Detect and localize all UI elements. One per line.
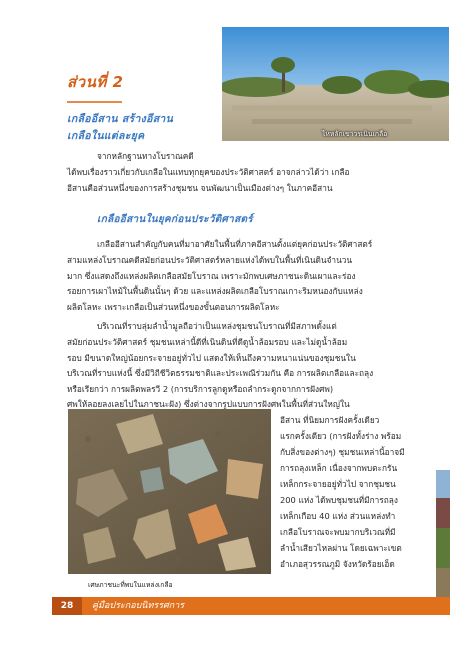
paragraph-line: เหล็กกระจายอยู่ทั่วไป จากชุมชน [280,479,396,489]
paragraph-line: มาก ซึ่งแสดงถึงแหล่งผลิตเกลือสมัยโบราณ เพราะมักพบเศษภาชนะดินเผาและร่อง [67,271,356,281]
paragraph-line: แรกครั้งเดียว (การฝังทั้งร่าง พร้อม [280,431,402,441]
intro-line: ได้พบเรื่องราวเกี่ยวกับเกลือในแทบทุกยุคของประวัติศาสตร์ อาจกล่าวได้ว่า เกลือ [67,167,350,177]
footer-title: คู่มือประกอบนิทรรศการ [92,601,185,611]
intro-line: จากหลักฐานทางโบราณคดี [97,151,194,161]
paragraph-line: กับสิ่งของต่างๆ) ชุมชนเหล่านี้อาจมี [280,447,405,457]
paragraph-line: 200 แห่ง ได้พบชุมชนที่มีการถลุง [280,495,398,505]
pottery-shards-photo [68,409,271,574]
paragraph-line: หรือเรียกว่า การผลิตพลรวี 2 (การบริการลูกดูหรือถลำกระดูกจากการฝังศพ) [67,384,334,394]
paragraph-line: เกลืออีสานสำคัญกับคนที่มาอาศัยในพื้นที่ภาคอีสานตั้งแต่ยุคก่อนประวัติศาสตร์ [97,239,373,249]
paragraph-line: เกลือโบราณจะพบมากบริเวณที่มี [280,527,396,537]
paragraph-line: รอยการเผาไหม้ในพื้นดินนั้นๆ ด้วย และแหล่งผลิตเกลือโบราณเกาะริมหนองกับแหล่ง [67,286,363,296]
paragraph-line: ศพให้ลอยลงเลยไปในภาชนะฝัง) ซึ่งต่างจากรูปแบบการฝังศพในพื้นที่ส่วนใหญ่ใน [67,399,350,409]
paragraph-line: อำเภอสุวรรณภูมิ จังหวัดร้อยเอ็ด [280,559,395,569]
intro-line: อีสานคือส่วนหนึ่งของการสร้างชุมชน จนพัฒนาเป็นเมืองต่างๆ ในภาคอีสาน [67,183,333,193]
prehistoric-heading: เกลืออีสานในยุคก่อนประวัติศาสตร์ [97,214,253,225]
page-number: 28 [52,597,82,615]
top-photo-caption: ไหหลักเขาวรเนินเกลือ [322,130,388,138]
paragraph-line: บริเวณที่ราบลุ่มลำน้ำมูลถือว่าเป็นแหล่งชุมชนโบราณที่มีสภาพดั้งแต่ [97,321,337,331]
field-photo [222,27,449,141]
bottom-photo-caption: เศษภาชนะที่พบในแหล่งเกลือ [88,581,173,589]
paragraph-line: การถลุงเหล็ก เนื่องจากพบตะกรัน [280,463,398,473]
paragraph-line: สมัยก่อนประวัติศาสตร์ ชุมชนเหล่านี้ดีที่เนินดินที่ดีดูน้ำล้อมรอบ และไม่ดูน้ำล้อม [67,337,348,347]
paragraph-line: อีสาน ที่นิยมการฝังครั้งเดียว [280,415,380,425]
section-title: ส่วนที่ 2 [67,73,124,91]
paragraph-line: บริเวณที่ราบแห่งนี้ ซึ่งมีวิถีชีวิตธรรมชาติและประเพณีร่วมกัน คือ การผลิตเกลือและถลุง [67,368,374,378]
subtitle-line-2: เกลือในแต่ละยุค [67,130,145,142]
subtitle-line-1: เกลืออีสาน สร้างอีสาน [67,113,174,125]
adjacent-page-photo [436,470,450,600]
title-divider [67,101,122,103]
paragraph-line: สามแหล่งโบราณคดีสมัยก่อนประวัติศาสตร์หลายแห่งได้พบในพื้นที่เนินดินจำนวน [67,255,353,265]
paragraph-line: รอบ มีขนาดใหญ่น้อยกระจายอยู่ทั่วไป แสดงให้เห็นถึงความหนาแน่นของชุมชนใน [67,353,356,363]
paragraph-line: เหล็กเกือบ 40 แห่ง ส่วนแหล่งทำ [280,511,396,521]
paragraph-line: ผลิตโลหะ เพราะเกลือเป็นส่วนหนึ่งของขั้นตอนการผลิตโลหะ [67,302,280,312]
paragraph-line: ลำน้ำเสียวไหลผ่าน โดยเฉพาะเขต [280,543,402,553]
